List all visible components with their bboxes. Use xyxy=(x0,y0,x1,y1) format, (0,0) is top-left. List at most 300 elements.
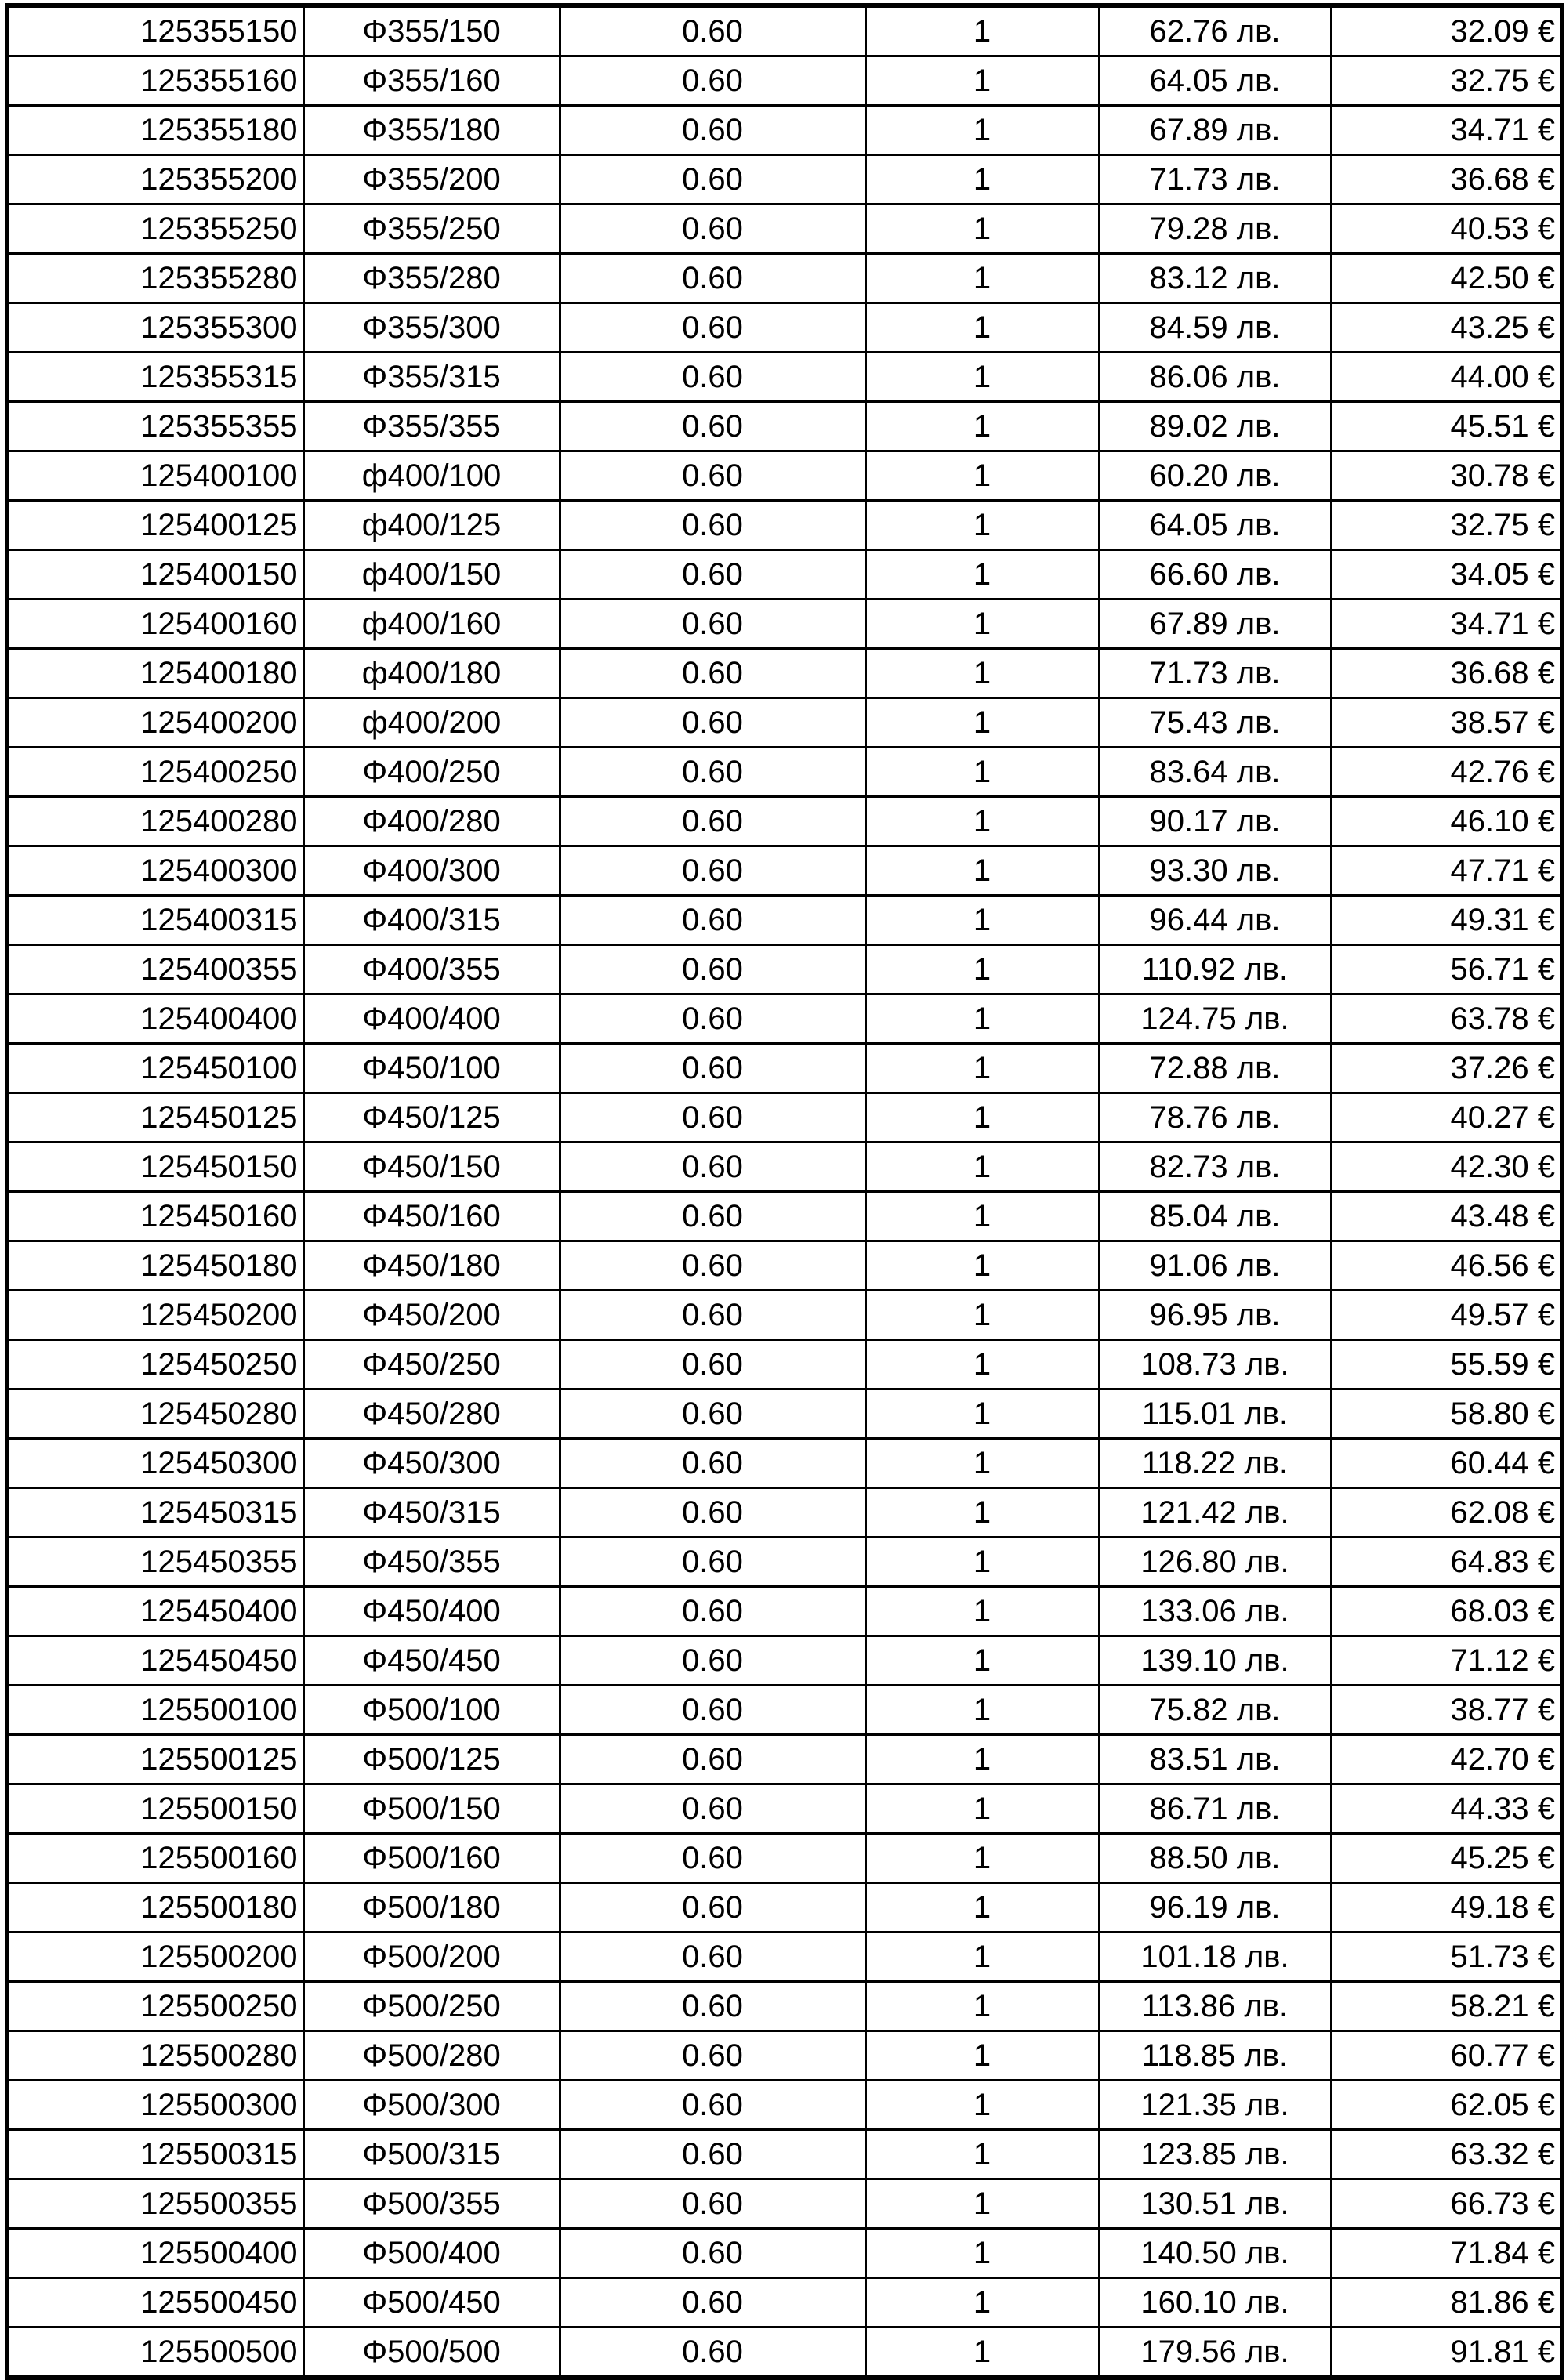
price-bgn-cell: 66.60 лв. xyxy=(1099,550,1331,600)
price-list-sheet xyxy=(5,3,1560,2369)
product-code-cell: 125355200 xyxy=(7,155,303,205)
price-eur-cell: 40.53 € xyxy=(1331,205,1562,254)
table-row xyxy=(7,501,1562,550)
table-row xyxy=(7,1982,1562,2031)
quantity-cell: 1 xyxy=(865,1784,1099,1834)
price-bgn-cell: 139.10 лв. xyxy=(1099,1636,1331,1686)
quantity-cell: 1 xyxy=(865,1488,1099,1538)
product-code-cell: 125400400 xyxy=(7,994,303,1044)
quantity-cell: 1 xyxy=(865,254,1099,303)
thickness-cell: 0.60 xyxy=(560,402,865,451)
price-eur-cell: 47.71 € xyxy=(1331,846,1562,896)
product-code-cell: 125500200 xyxy=(7,1933,303,1982)
quantity-cell: 1 xyxy=(865,353,1099,402)
quantity-cell: 1 xyxy=(865,1291,1099,1340)
quantity-cell: 1 xyxy=(865,2031,1099,2081)
price-bgn-cell: 133.06 лв. xyxy=(1099,1587,1331,1636)
price-eur-cell: 43.48 € xyxy=(1331,1192,1562,1241)
table-row xyxy=(7,945,1562,994)
thickness-cell: 0.60 xyxy=(560,1439,865,1488)
table-row xyxy=(7,303,1562,353)
quantity-cell: 1 xyxy=(865,1933,1099,1982)
product-code-cell: 125500355 xyxy=(7,2179,303,2229)
thickness-cell: 0.60 xyxy=(560,451,865,501)
price-eur-cell: 60.44 € xyxy=(1331,1439,1562,1488)
price-bgn-cell: 121.35 лв. xyxy=(1099,2081,1331,2130)
quantity-cell: 1 xyxy=(865,2081,1099,2130)
diameter-cell: Φ355/250 xyxy=(303,205,560,254)
price-eur-cell: 30.78 € xyxy=(1331,451,1562,501)
price-bgn-cell: 78.76 лв. xyxy=(1099,1093,1331,1143)
price-eur-cell: 71.84 € xyxy=(1331,2229,1562,2278)
thickness-cell: 0.60 xyxy=(560,748,865,797)
thickness-cell: 0.60 xyxy=(560,600,865,649)
thickness-cell: 0.60 xyxy=(560,1291,865,1340)
diameter-cell: Φ450/200 xyxy=(303,1291,560,1340)
table-row xyxy=(7,2179,1562,2229)
product-code-cell: 125500280 xyxy=(7,2031,303,2081)
product-code-cell: 125355300 xyxy=(7,303,303,353)
price-eur-cell: 64.83 € xyxy=(1331,1538,1562,1587)
table-row xyxy=(7,600,1562,649)
price-eur-cell: 40.27 € xyxy=(1331,1093,1562,1143)
price-eur-cell: 62.05 € xyxy=(1331,2081,1562,2130)
diameter-cell: Φ355/200 xyxy=(303,155,560,205)
price-eur-cell: 81.86 € xyxy=(1331,2278,1562,2327)
product-code-cell: 125400200 xyxy=(7,698,303,748)
table-row xyxy=(7,1784,1562,1834)
product-code-cell: 125355150 xyxy=(7,5,303,56)
price-bgn-cell: 64.05 лв. xyxy=(1099,56,1331,106)
product-code-cell: 125400150 xyxy=(7,550,303,600)
quantity-cell: 1 xyxy=(865,1686,1099,1735)
quantity-cell: 1 xyxy=(865,303,1099,353)
thickness-cell: 0.60 xyxy=(560,1883,865,1933)
thickness-cell: 0.60 xyxy=(560,106,865,155)
diameter-cell: ф400/200 xyxy=(303,698,560,748)
diameter-cell: Φ500/250 xyxy=(303,1982,560,2031)
diameter-cell: Φ450/355 xyxy=(303,1538,560,1587)
diameter-cell: ф400/125 xyxy=(303,501,560,550)
price-bgn-cell: 96.95 лв. xyxy=(1099,1291,1331,1340)
diameter-cell: Φ500/160 xyxy=(303,1834,560,1883)
diameter-cell: Φ500/150 xyxy=(303,1784,560,1834)
quantity-cell: 1 xyxy=(865,1587,1099,1636)
product-code-cell: 125450250 xyxy=(7,1340,303,1389)
diameter-cell: Φ400/250 xyxy=(303,748,560,797)
product-code-cell: 125450160 xyxy=(7,1192,303,1241)
thickness-cell: 0.60 xyxy=(560,2179,865,2229)
quantity-cell: 1 xyxy=(865,5,1099,56)
product-code-cell: 125500125 xyxy=(7,1735,303,1784)
product-code-cell: 125450180 xyxy=(7,1241,303,1291)
thickness-cell: 0.60 xyxy=(560,1143,865,1192)
price-eur-cell: 37.26 € xyxy=(1331,1044,1562,1093)
price-bgn-cell: 90.17 лв. xyxy=(1099,797,1331,846)
quantity-cell: 1 xyxy=(865,501,1099,550)
quantity-cell: 1 xyxy=(865,155,1099,205)
product-code-cell: 125500180 xyxy=(7,1883,303,1933)
price-bgn-cell: 123.85 лв. xyxy=(1099,2130,1331,2179)
diameter-cell: Φ355/150 xyxy=(303,5,560,56)
quantity-cell: 1 xyxy=(865,748,1099,797)
price-bgn-cell: 121.42 лв. xyxy=(1099,1488,1331,1538)
diameter-cell: ф400/180 xyxy=(303,649,560,698)
table-row xyxy=(7,1340,1562,1389)
product-code-cell: 125500400 xyxy=(7,2229,303,2278)
quantity-cell: 1 xyxy=(865,994,1099,1044)
price-eur-cell: 62.08 € xyxy=(1331,1488,1562,1538)
table-row xyxy=(7,1488,1562,1538)
price-bgn-cell: 67.89 лв. xyxy=(1099,600,1331,649)
quantity-cell: 1 xyxy=(865,1093,1099,1143)
quantity-cell: 1 xyxy=(865,451,1099,501)
table-row xyxy=(7,1883,1562,1933)
product-code-cell: 125355250 xyxy=(7,205,303,254)
price-eur-cell: 36.68 € xyxy=(1331,649,1562,698)
quantity-cell: 1 xyxy=(865,1636,1099,1686)
table-row xyxy=(7,155,1562,205)
product-code-cell: 125450355 xyxy=(7,1538,303,1587)
price-eur-cell: 46.10 € xyxy=(1331,797,1562,846)
thickness-cell: 0.60 xyxy=(560,1982,865,2031)
diameter-cell: Φ500/125 xyxy=(303,1735,560,1784)
product-code-cell: 125400125 xyxy=(7,501,303,550)
quantity-cell: 1 xyxy=(865,1439,1099,1488)
thickness-cell: 0.60 xyxy=(560,1587,865,1636)
diameter-cell: Φ500/300 xyxy=(303,2081,560,2130)
thickness-cell: 0.60 xyxy=(560,1834,865,1883)
price-eur-cell: 51.73 € xyxy=(1331,1933,1562,1982)
price-bgn-cell: 108.73 лв. xyxy=(1099,1340,1331,1389)
product-code-cell: 125400300 xyxy=(7,846,303,896)
price-eur-cell: 60.77 € xyxy=(1331,2031,1562,2081)
table-row xyxy=(7,353,1562,402)
product-code-cell: 125355160 xyxy=(7,56,303,106)
product-code-cell: 125400180 xyxy=(7,649,303,698)
thickness-cell: 0.60 xyxy=(560,649,865,698)
table-row xyxy=(7,1587,1562,1636)
table-row xyxy=(7,5,1562,56)
price-bgn-cell: 93.30 лв. xyxy=(1099,846,1331,896)
thickness-cell: 0.60 xyxy=(560,550,865,600)
diameter-cell: Φ450/280 xyxy=(303,1389,560,1439)
product-code-cell: 125500250 xyxy=(7,1982,303,2031)
diameter-cell: Φ450/100 xyxy=(303,1044,560,1093)
thickness-cell: 0.60 xyxy=(560,1636,865,1686)
price-bgn-cell: 83.64 лв. xyxy=(1099,748,1331,797)
product-code-cell: 125450100 xyxy=(7,1044,303,1093)
price-bgn-cell: 83.12 лв. xyxy=(1099,254,1331,303)
quantity-cell: 1 xyxy=(865,1389,1099,1439)
price-eur-cell: 44.33 € xyxy=(1331,1784,1562,1834)
product-code-cell: 125450200 xyxy=(7,1291,303,1340)
diameter-cell: Φ355/315 xyxy=(303,353,560,402)
price-eur-cell: 42.30 € xyxy=(1331,1143,1562,1192)
thickness-cell: 0.60 xyxy=(560,56,865,106)
diameter-cell: Φ400/280 xyxy=(303,797,560,846)
price-eur-cell: 58.21 € xyxy=(1331,1982,1562,2031)
product-code-cell: 125400315 xyxy=(7,896,303,945)
product-code-cell: 125500160 xyxy=(7,1834,303,1883)
price-bgn-cell: 67.89 лв. xyxy=(1099,106,1331,155)
diameter-cell: Φ355/300 xyxy=(303,303,560,353)
quantity-cell: 1 xyxy=(865,1834,1099,1883)
price-bgn-cell: 75.82 лв. xyxy=(1099,1686,1331,1735)
quantity-cell: 1 xyxy=(865,1044,1099,1093)
table-row xyxy=(7,1636,1562,1686)
product-code-cell: 125450450 xyxy=(7,1636,303,1686)
price-bgn-cell: 62.76 лв. xyxy=(1099,5,1331,56)
quantity-cell: 1 xyxy=(865,1192,1099,1241)
thickness-cell: 0.60 xyxy=(560,205,865,254)
price-bgn-cell: 79.28 лв. xyxy=(1099,205,1331,254)
price-eur-cell: 46.56 € xyxy=(1331,1241,1562,1291)
diameter-cell: Φ450/315 xyxy=(303,1488,560,1538)
diameter-cell: Φ355/180 xyxy=(303,106,560,155)
diameter-cell: Φ450/300 xyxy=(303,1439,560,1488)
price-bgn-cell: 83.51 лв. xyxy=(1099,1735,1331,1784)
price-eur-cell: 49.31 € xyxy=(1331,896,1562,945)
price-bgn-cell: 82.73 лв. xyxy=(1099,1143,1331,1192)
thickness-cell: 0.60 xyxy=(560,1241,865,1291)
product-code-cell: 125500500 xyxy=(7,2327,303,2378)
diameter-cell: Φ450/450 xyxy=(303,1636,560,1686)
thickness-cell: 0.60 xyxy=(560,2130,865,2179)
diameter-cell: Φ400/315 xyxy=(303,896,560,945)
product-code-cell: 125355355 xyxy=(7,402,303,451)
diameter-cell: Φ400/300 xyxy=(303,846,560,896)
thickness-cell: 0.60 xyxy=(560,1389,865,1439)
quantity-cell: 1 xyxy=(865,1735,1099,1784)
table-row xyxy=(7,994,1562,1044)
diameter-cell: Φ450/250 xyxy=(303,1340,560,1389)
thickness-cell: 0.60 xyxy=(560,994,865,1044)
price-eur-cell: 49.18 € xyxy=(1331,1883,1562,1933)
product-code-cell: 125400355 xyxy=(7,945,303,994)
price-eur-cell: 32.75 € xyxy=(1331,501,1562,550)
price-bgn-cell: 160.10 лв. xyxy=(1099,2278,1331,2327)
product-code-cell: 125400280 xyxy=(7,797,303,846)
table-row xyxy=(7,846,1562,896)
price-eur-cell: 63.32 € xyxy=(1331,2130,1562,2179)
table-row xyxy=(7,254,1562,303)
product-code-cell: 125400250 xyxy=(7,748,303,797)
quantity-cell: 1 xyxy=(865,1143,1099,1192)
quantity-cell: 1 xyxy=(865,1340,1099,1389)
price-bgn-cell: 86.71 лв. xyxy=(1099,1784,1331,1834)
thickness-cell: 0.60 xyxy=(560,1735,865,1784)
thickness-cell: 0.60 xyxy=(560,1784,865,1834)
quantity-cell: 1 xyxy=(865,945,1099,994)
thickness-cell: 0.60 xyxy=(560,2031,865,2081)
table-row xyxy=(7,797,1562,846)
diameter-cell: ф400/150 xyxy=(303,550,560,600)
diameter-cell: Φ450/400 xyxy=(303,1587,560,1636)
price-bgn-cell: 88.50 лв. xyxy=(1099,1834,1331,1883)
quantity-cell: 1 xyxy=(865,797,1099,846)
quantity-cell: 1 xyxy=(865,205,1099,254)
price-bgn-cell: 118.22 лв. xyxy=(1099,1439,1331,1488)
table-row xyxy=(7,106,1562,155)
price-bgn-cell: 110.92 лв. xyxy=(1099,945,1331,994)
thickness-cell: 0.60 xyxy=(560,1933,865,1982)
price-eur-cell: 34.71 € xyxy=(1331,106,1562,155)
table-row xyxy=(7,1933,1562,1982)
price-bgn-cell: 113.86 лв. xyxy=(1099,1982,1331,2031)
product-code-cell: 125355315 xyxy=(7,353,303,402)
price-eur-cell: 34.05 € xyxy=(1331,550,1562,600)
product-code-cell: 125450315 xyxy=(7,1488,303,1538)
product-code-cell: 125500100 xyxy=(7,1686,303,1735)
quantity-cell: 1 xyxy=(865,106,1099,155)
price-bgn-cell: 115.01 лв. xyxy=(1099,1389,1331,1439)
diameter-cell: Φ500/180 xyxy=(303,1883,560,1933)
product-code-cell: 125500315 xyxy=(7,2130,303,2179)
diameter-cell: Φ450/160 xyxy=(303,1192,560,1241)
thickness-cell: 0.60 xyxy=(560,797,865,846)
quantity-cell: 1 xyxy=(865,896,1099,945)
diameter-cell: Φ500/280 xyxy=(303,2031,560,2081)
price-bgn-cell: 85.04 лв. xyxy=(1099,1192,1331,1241)
quantity-cell: 1 xyxy=(865,550,1099,600)
price-bgn-cell: 118.85 лв. xyxy=(1099,2031,1331,2081)
diameter-cell: ф400/100 xyxy=(303,451,560,501)
thickness-cell: 0.60 xyxy=(560,5,865,56)
diameter-cell: Φ355/280 xyxy=(303,254,560,303)
price-bgn-cell: 96.44 лв. xyxy=(1099,896,1331,945)
thickness-cell: 0.60 xyxy=(560,698,865,748)
table-row xyxy=(7,748,1562,797)
price-eur-cell: 38.57 € xyxy=(1331,698,1562,748)
diameter-cell: ф400/160 xyxy=(303,600,560,649)
price-bgn-cell: 179.56 лв. xyxy=(1099,2327,1331,2378)
price-table-body xyxy=(7,5,1562,2378)
table-row xyxy=(7,451,1562,501)
quantity-cell: 1 xyxy=(865,846,1099,896)
price-eur-cell: 66.73 € xyxy=(1331,2179,1562,2229)
quantity-cell: 1 xyxy=(865,2229,1099,2278)
price-eur-cell: 42.70 € xyxy=(1331,1735,1562,1784)
price-eur-cell: 63.78 € xyxy=(1331,994,1562,1044)
price-eur-cell: 32.09 € xyxy=(1331,5,1562,56)
table-row xyxy=(7,1241,1562,1291)
price-bgn-cell: 89.02 лв. xyxy=(1099,402,1331,451)
diameter-cell: Φ450/150 xyxy=(303,1143,560,1192)
quantity-cell: 1 xyxy=(865,1241,1099,1291)
price-bgn-cell: 64.05 лв. xyxy=(1099,501,1331,550)
diameter-cell: Φ355/355 xyxy=(303,402,560,451)
price-eur-cell: 55.59 € xyxy=(1331,1340,1562,1389)
table-row xyxy=(7,2327,1562,2378)
price-bgn-cell: 126.80 лв. xyxy=(1099,1538,1331,1587)
price-eur-cell: 68.03 € xyxy=(1331,1587,1562,1636)
price-bgn-cell: 60.20 лв. xyxy=(1099,451,1331,501)
table-row xyxy=(7,1538,1562,1587)
diameter-cell: Φ450/125 xyxy=(303,1093,560,1143)
price-eur-cell: 38.77 € xyxy=(1331,1686,1562,1735)
table-row xyxy=(7,56,1562,106)
price-eur-cell: 43.25 € xyxy=(1331,303,1562,353)
quantity-cell: 1 xyxy=(865,2278,1099,2327)
product-code-cell: 125450300 xyxy=(7,1439,303,1488)
price-eur-cell: 36.68 € xyxy=(1331,155,1562,205)
thickness-cell: 0.60 xyxy=(560,501,865,550)
price-bgn-cell: 71.73 лв. xyxy=(1099,649,1331,698)
thickness-cell: 0.60 xyxy=(560,945,865,994)
product-code-cell: 125400100 xyxy=(7,451,303,501)
thickness-cell: 0.60 xyxy=(560,2229,865,2278)
price-bgn-cell: 140.50 лв. xyxy=(1099,2229,1331,2278)
quantity-cell: 1 xyxy=(865,56,1099,106)
diameter-cell: Φ400/400 xyxy=(303,994,560,1044)
price-eur-cell: 34.71 € xyxy=(1331,600,1562,649)
thickness-cell: 0.60 xyxy=(560,303,865,353)
table-row xyxy=(7,1044,1562,1093)
thickness-cell: 0.60 xyxy=(560,1340,865,1389)
price-eur-cell: 44.00 € xyxy=(1331,353,1562,402)
price-eur-cell: 56.71 € xyxy=(1331,945,1562,994)
price-eur-cell: 91.81 € xyxy=(1331,2327,1562,2378)
quantity-cell: 1 xyxy=(865,402,1099,451)
diameter-cell: Φ500/100 xyxy=(303,1686,560,1735)
price-bgn-cell: 130.51 лв. xyxy=(1099,2179,1331,2229)
price-eur-cell: 32.75 € xyxy=(1331,56,1562,106)
table-row xyxy=(7,1389,1562,1439)
table-row xyxy=(7,1291,1562,1340)
thickness-cell: 0.60 xyxy=(560,1538,865,1587)
product-code-cell: 125450280 xyxy=(7,1389,303,1439)
thickness-cell: 0.60 xyxy=(560,846,865,896)
diameter-cell: Φ500/200 xyxy=(303,1933,560,1982)
price-eur-cell: 45.51 € xyxy=(1331,402,1562,451)
thickness-cell: 0.60 xyxy=(560,896,865,945)
thickness-cell: 0.60 xyxy=(560,2278,865,2327)
table-row xyxy=(7,1143,1562,1192)
price-bgn-cell: 71.73 лв. xyxy=(1099,155,1331,205)
diameter-cell: Φ500/500 xyxy=(303,2327,560,2378)
diameter-cell: Φ500/355 xyxy=(303,2179,560,2229)
table-row xyxy=(7,205,1562,254)
quantity-cell: 1 xyxy=(865,698,1099,748)
table-row xyxy=(7,2130,1562,2179)
price-eur-cell: 71.12 € xyxy=(1331,1636,1562,1686)
price-eur-cell: 49.57 € xyxy=(1331,1291,1562,1340)
price-eur-cell: 42.76 € xyxy=(1331,748,1562,797)
table-row xyxy=(7,1834,1562,1883)
diameter-cell: Φ450/180 xyxy=(303,1241,560,1291)
price-eur-cell: 45.25 € xyxy=(1331,1834,1562,1883)
thickness-cell: 0.60 xyxy=(560,353,865,402)
price-bgn-cell: 101.18 лв. xyxy=(1099,1933,1331,1982)
product-code-cell: 125355180 xyxy=(7,106,303,155)
thickness-cell: 0.60 xyxy=(560,1686,865,1735)
quantity-cell: 1 xyxy=(865,2130,1099,2179)
thickness-cell: 0.60 xyxy=(560,254,865,303)
table-row xyxy=(7,2229,1562,2278)
table-row xyxy=(7,896,1562,945)
table-row xyxy=(7,402,1562,451)
product-code-cell: 125400160 xyxy=(7,600,303,649)
price-bgn-cell: 84.59 лв. xyxy=(1099,303,1331,353)
table-row xyxy=(7,698,1562,748)
price-table xyxy=(5,3,1564,2380)
table-row xyxy=(7,550,1562,600)
thickness-cell: 0.60 xyxy=(560,1488,865,1538)
thickness-cell: 0.60 xyxy=(560,155,865,205)
quantity-cell: 1 xyxy=(865,600,1099,649)
product-code-cell: 125500450 xyxy=(7,2278,303,2327)
